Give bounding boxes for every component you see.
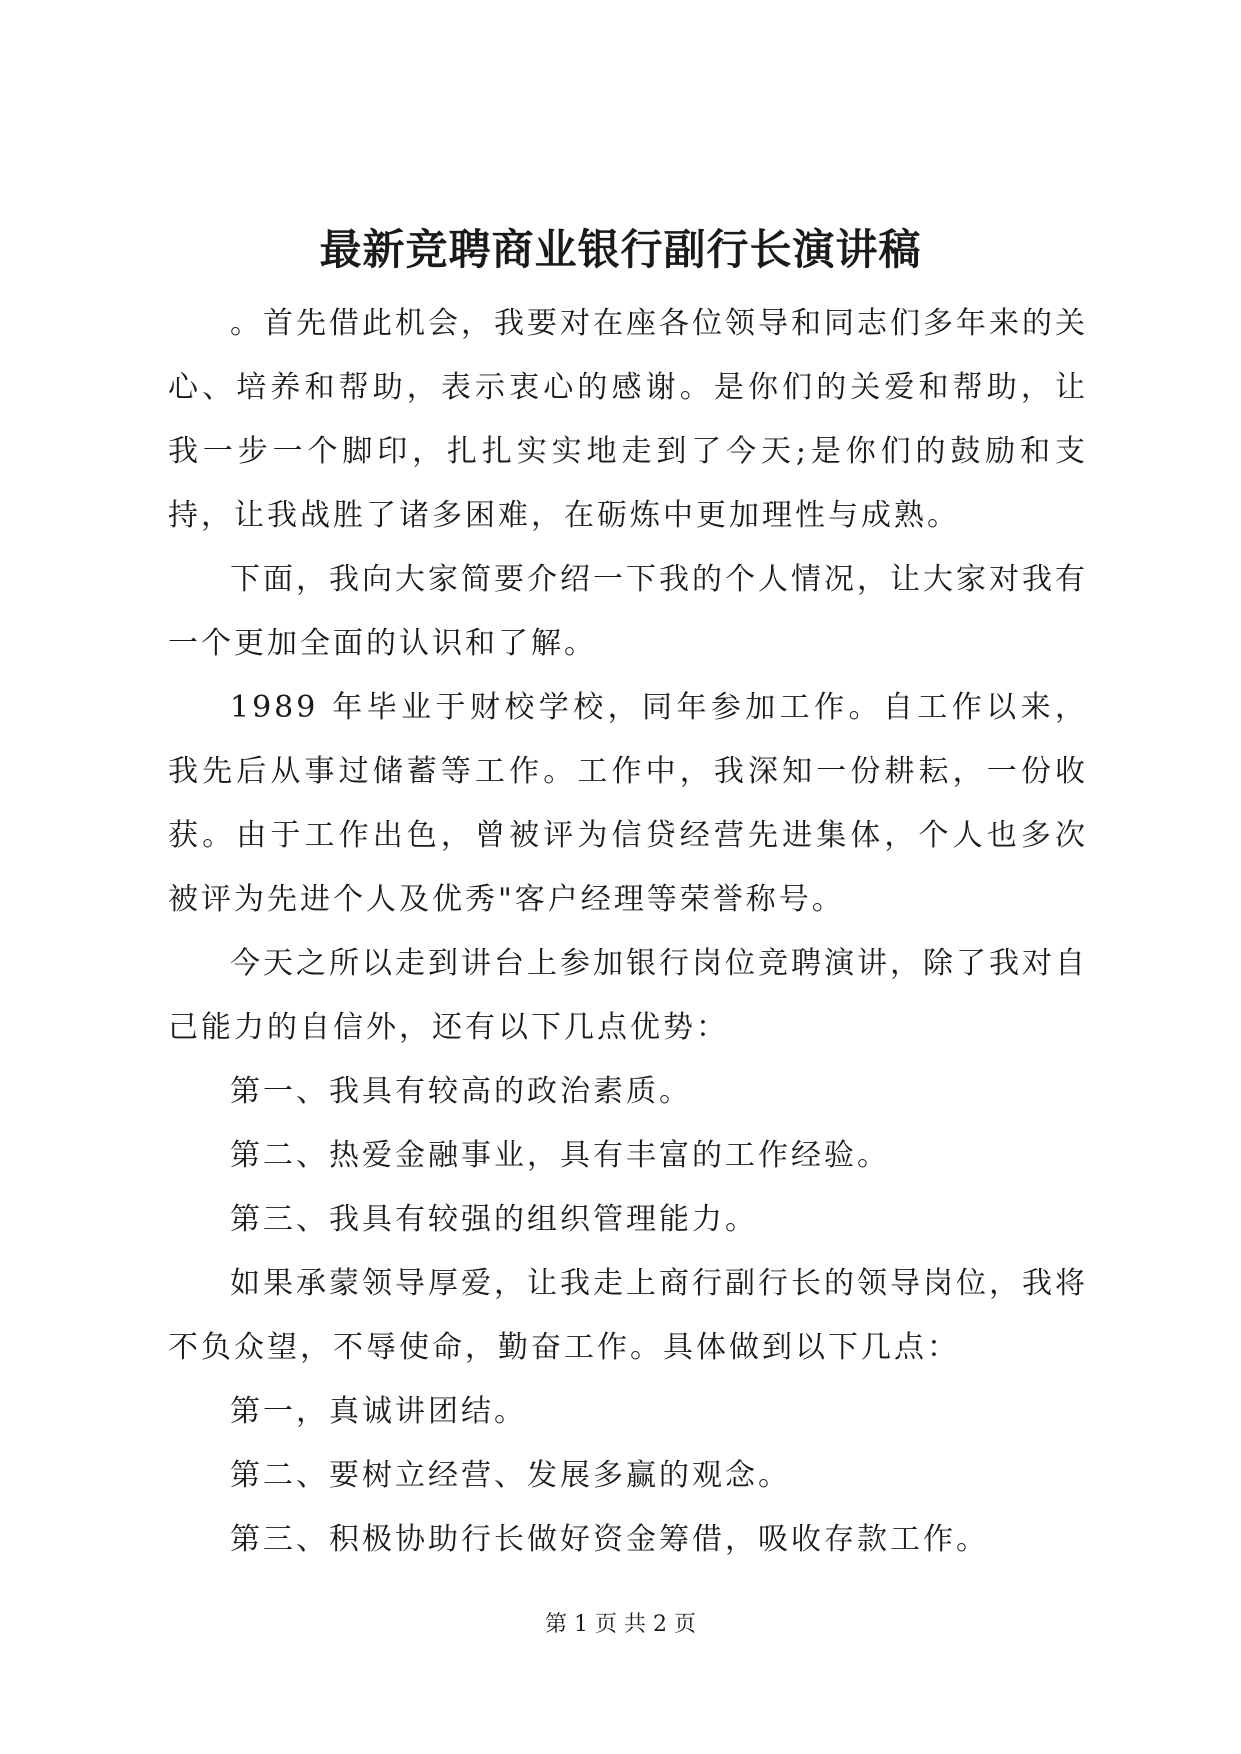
document-title: 最新竞聘商业银行副行长演讲稿 — [319, 225, 922, 274]
paragraph: 第二、要树立经营、发展多赢的观念。 — [230, 1458, 791, 1493]
paragraph: 。首先借此机会，我要对在座各位领导和同志们多年来的关心、培养和帮助，表示衷心的感谢。是你们的关爱和帮助，让我一步一个脚印，扎扎实实地走到了今天;是你们的鼓励和支持，让我战胜了诸多困难，在砺炼中更加理性与成熟。 — [168, 306, 1088, 533]
paragraph: 第三、我具有较强的组织管理能力。 — [230, 1202, 758, 1237]
paragraph: 如果承蒙领导厚爱，让我走上商行副行长的领导岗位，我将不负众望，不辱使命，勤奋工作。具体做到以下几点： — [168, 1266, 1088, 1365]
page-number-label: 第 1 页 共 2 页 — [545, 1612, 696, 1637]
paragraph: 第一，真诚讲团结。 — [230, 1394, 527, 1429]
paragraph: 下面，我向大家简要介绍一下我的个人情况，让大家对我有一个更加全面的认识和了解。 — [168, 562, 1088, 661]
page-footer — [0, 1610, 1241, 1640]
paragraph: 第一、我具有较高的政治素质。 — [230, 1074, 692, 1109]
paragraph: 今天之所以走到讲台上参加银行岗位竞聘演讲，除了我对自己能力的自信外，还有以下几点优势： — [168, 946, 1088, 1045]
paragraph: 1989 年毕业于财校学校，同年参加工作。自工作以来，我先后从事过储蓄等工作。工作中，我深知一份耕耘，一份收获。由于工作出色，曾被评为信贷经营先进集体，个人也多次被评为先进个人及优秀"客户经理等荣誉称号。 — [168, 690, 1088, 917]
document-body — [168, 292, 1088, 1572]
paragraph: 第三、积极协助行长做好资金筹借，吸收存款工作。 — [230, 1522, 989, 1557]
paragraph: 第二、热爱金融事业，具有丰富的工作经验。 — [230, 1138, 890, 1173]
